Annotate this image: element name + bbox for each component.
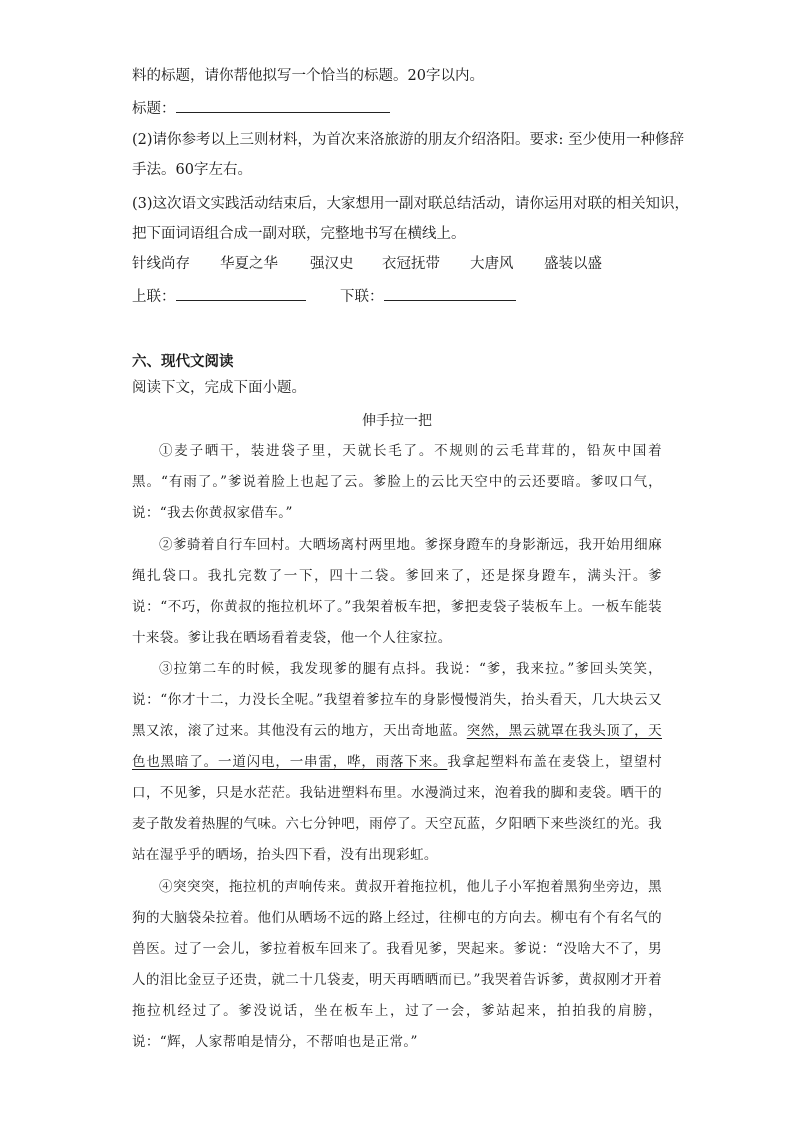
article-body-2 bbox=[132, 530, 662, 654]
article-paragraph-1: ①麦子晒干，装进袋子里，天就长毛了。不规则的云毛茸茸的，铅灰中国着黑。“有雨了。”爹说着脸上也起了云。爹脸上的云比天空中的云还要暗。爹叹口气，说：“我去你黄叔家借车。” bbox=[132, 443, 662, 521]
question-2-line-2: 手法。60字左右。 bbox=[132, 162, 252, 178]
lower-couplet-row bbox=[340, 286, 516, 307]
paragraph-3-part-a: ③拉第二车的时候，我发现爹的腿有点抖。我说：“爹，我来拉。”爹回头笑笑，说：“你才十二，力没长全呢。”我望着爹拉车的身影慢慢消失，抬头看天，几大块云又黑又浓，滚了过来。其他没有云的地方，天出奇地蓝。 bbox=[132, 661, 662, 739]
paragraph-3-part-b: 我拿起塑料布盖在麦袋上，望望村口，不见爹，只是水茫茫。我钻进塑料布里。水漫淌过来，泡着我的脚和麦袋。晒干的麦子散发着热腥的气味。六七分钟吧，雨停了。天空瓦蓝，夕阳晒下来些淡红的光。我站在湿乎乎的晒场，抬头四下看，没有出现彩虹。 bbox=[132, 754, 662, 863]
couplet-option: 针线尚存 bbox=[132, 256, 190, 272]
underlined-sentence: 突然，黑云就罩在我头顶了，天色也黑暗了。一道闪电，一串雷，哗，雨落下来。 bbox=[132, 723, 662, 770]
title-answer-row bbox=[132, 98, 390, 119]
article-paragraph-3 bbox=[132, 654, 662, 871]
couplet-option: 华夏之华 bbox=[220, 256, 278, 272]
upper-couplet-blank[interactable] bbox=[176, 286, 306, 301]
section-heading: 六、现代文阅读 bbox=[132, 353, 234, 370]
couplet-option: 衣冠抚带 bbox=[382, 256, 440, 272]
question-2-line-1: (2)请你参考以上三则材料，为首次来洛旅游的朋友介绍洛阳。要求: 至少使用一种修辞 bbox=[132, 132, 685, 148]
article-body-4 bbox=[132, 872, 662, 1058]
lower-couplet-label: 下联： bbox=[340, 289, 384, 305]
article-body bbox=[132, 436, 662, 529]
question-3-line-1: (3)这次语文实践活动结束后，大家想用一副对联总结活动，请你运用对联的相关知识， bbox=[132, 196, 690, 212]
title-label: 标题： bbox=[132, 101, 176, 117]
article-title: 伸手拉一把 bbox=[362, 413, 432, 429]
couplet-option: 大唐风 bbox=[470, 256, 514, 272]
question-3-line-2: 把下面词语组合成一副对联，完整地书写在横线上。 bbox=[132, 226, 466, 242]
lower-couplet-blank[interactable] bbox=[384, 286, 516, 301]
couplet-option: 盛装以盛 bbox=[544, 256, 602, 272]
article-paragraph-4: ④突突突，拖拉机的声响传来。黄叔开着拖拉机，他儿子小军抱着黑狗坐旁边，黑狗的大脑袋朵拉着。他们从晒场不远的路上经过，往柳屯的方向去。柳屯有个有名气的兽医。过了一会儿，爹拉着板车回来了。我看见爹，哭起来。爹说：“没啥大不了，男人的泪比金豆子还贵，就二十几袋麦，明天再晒晒而已。”我哭着告诉爹，黄叔刚才开着拖拉机经过了。爹没说话，坐在板车上，过了一会，爹站起来，拍拍我的肩膀，说：“辉，人家帮咱是情分，不帮咱也是正常。” bbox=[132, 879, 662, 1050]
title-answer-blank[interactable] bbox=[176, 98, 390, 113]
article-body-3 bbox=[132, 654, 662, 871]
reading-instruction: 阅读下文，完成下面小题。 bbox=[132, 380, 306, 396]
couplet-answer-row bbox=[132, 286, 306, 307]
upper-couplet-label: 上联： bbox=[132, 289, 176, 305]
article-paragraph-2: ②爹骑着自行车回村。大晒场离村两里地。爹探身蹬车的身影渐远，我开始用细麻绳扎袋口。我扎完数了一下，四十二袋。爹回来了，还是探身蹬车，满头汗。爹说：“不巧，你黄叔的拖拉机坏了。”我架着板车把，爹把麦袋子装板车上。一板车能装十来袋。爹让我在晒场看着麦袋，他一个人往家拉。 bbox=[132, 537, 662, 646]
question-1-ending: 料的标题，请你帮他拟写一个恰当的标题。20字以内。 bbox=[132, 68, 484, 84]
couplet-option: 强汉史 bbox=[310, 256, 354, 272]
